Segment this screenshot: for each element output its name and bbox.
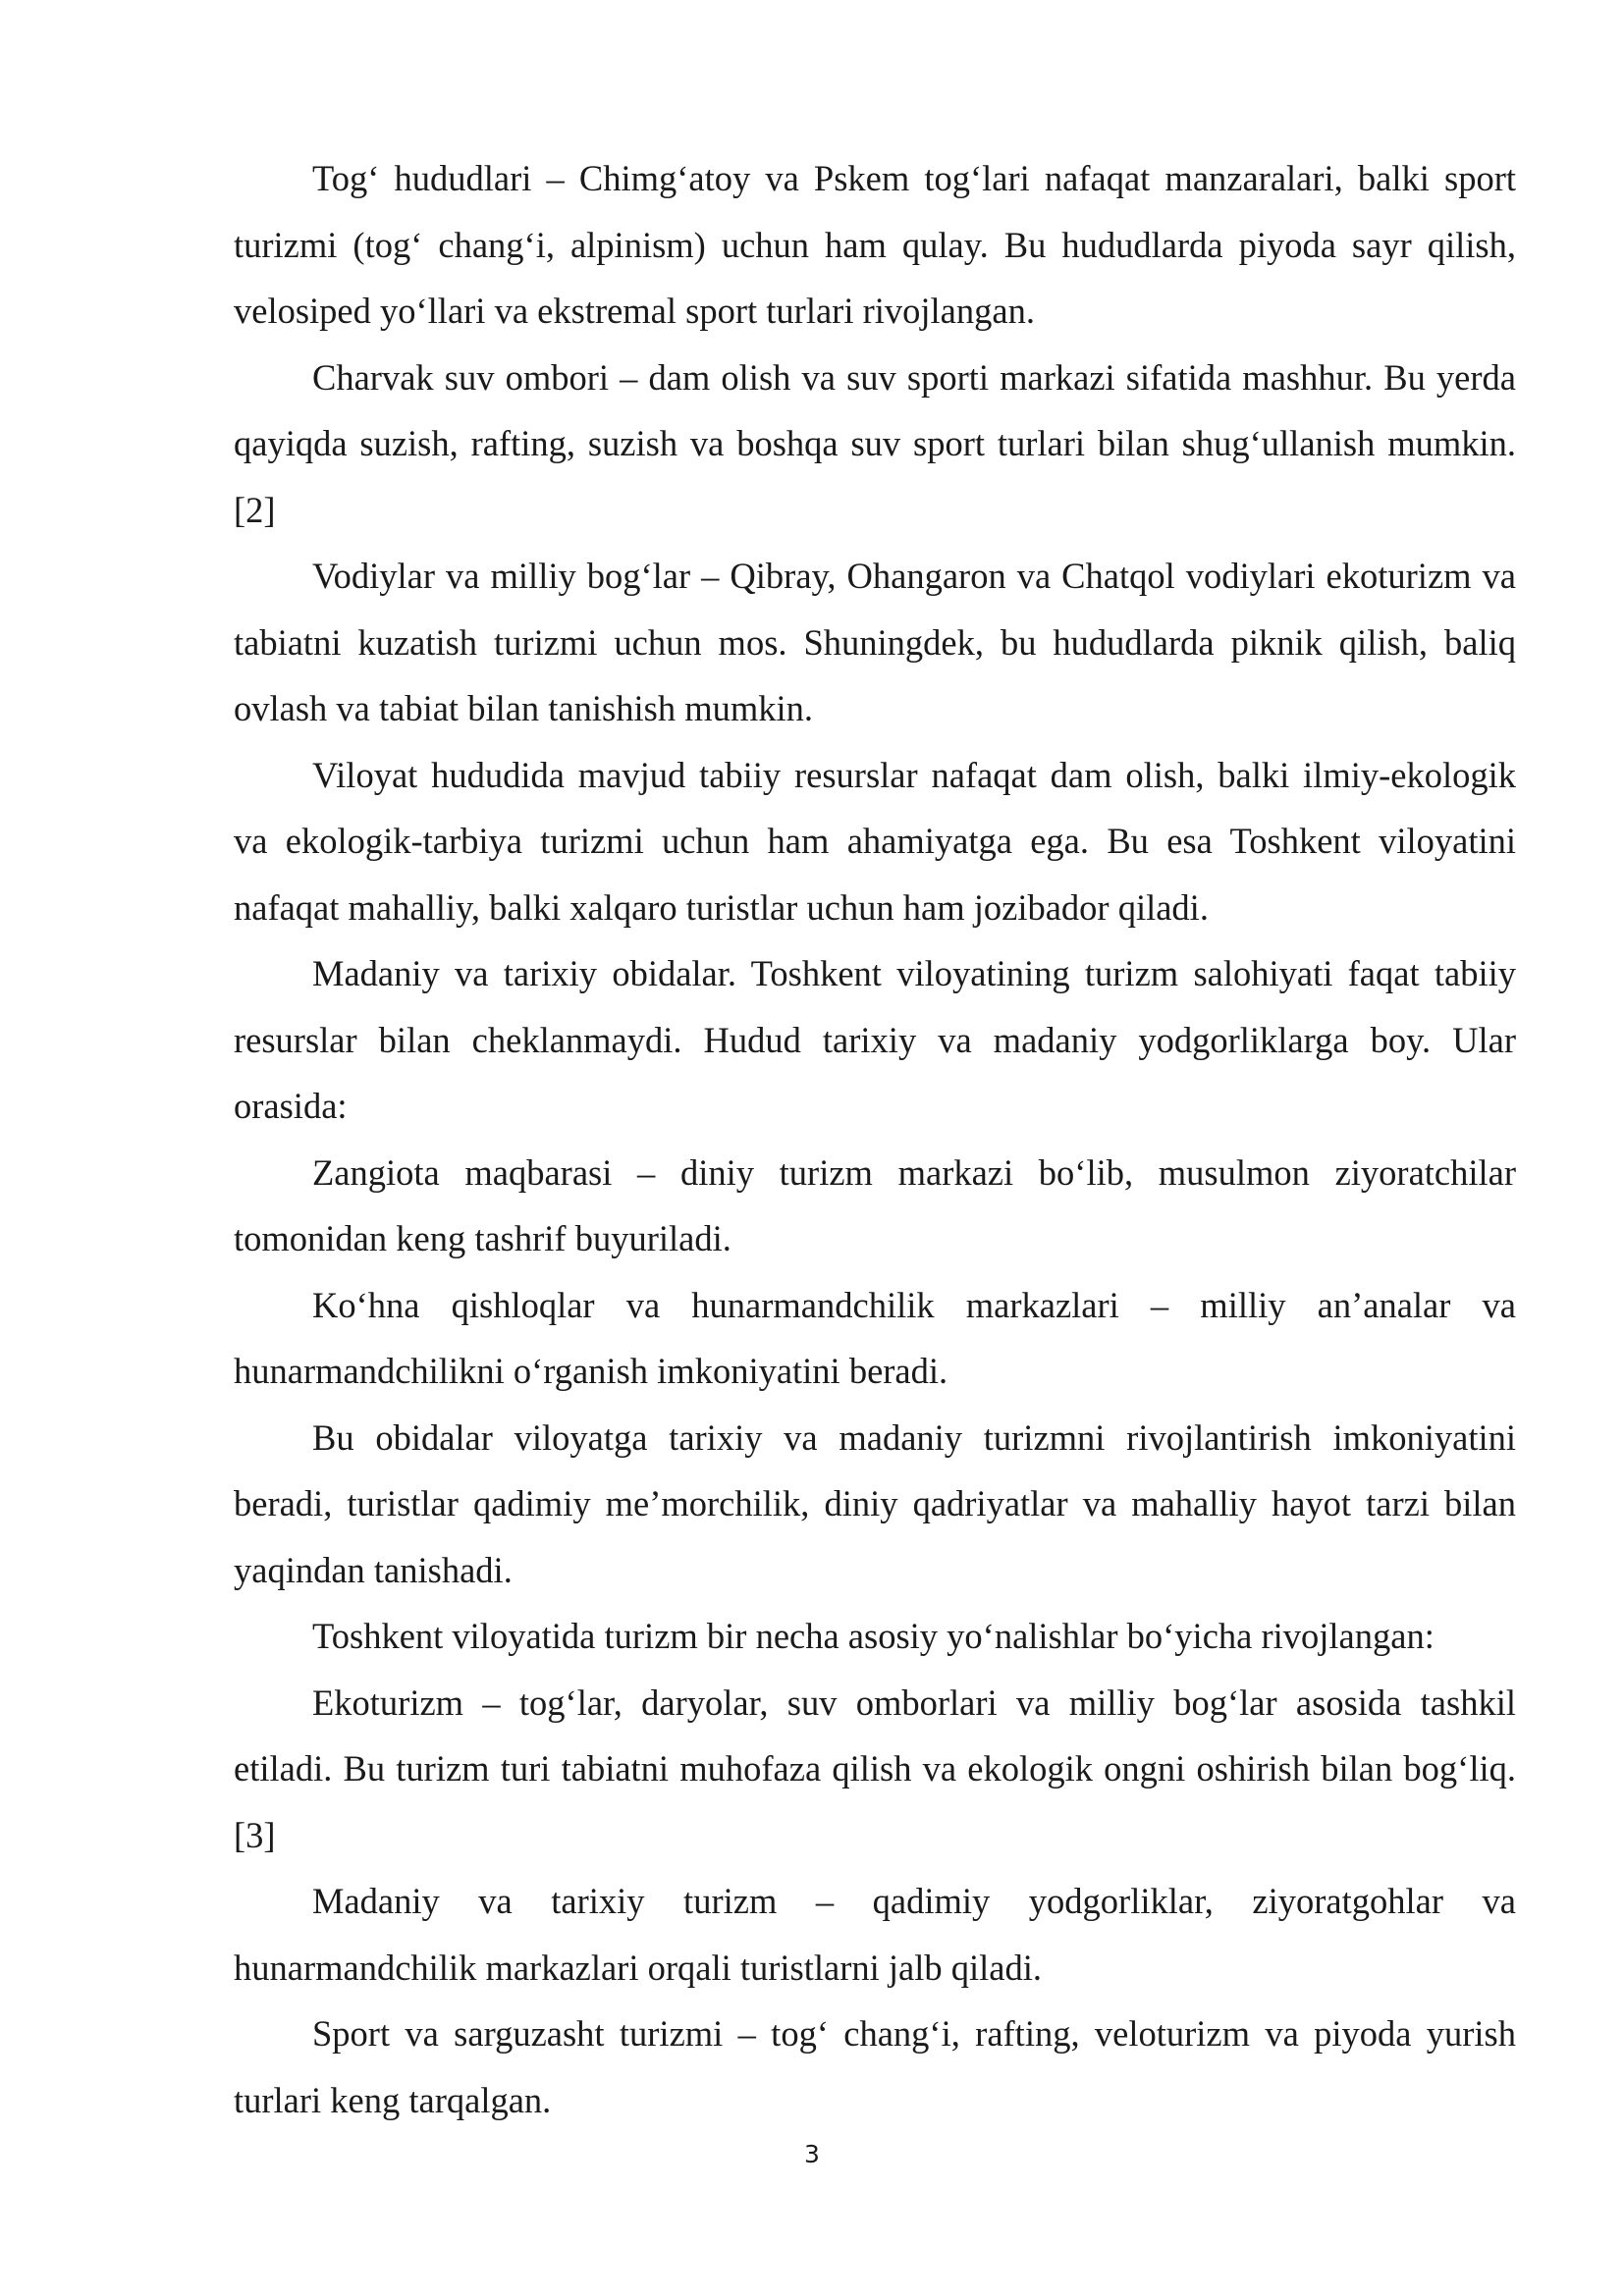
paragraph-zangiota-mausoleum: Zangiota maqbarasi – diniy turizm markazi bo‘lib, musulmon ziyoratchilar tomonidan keng tashrif buyuriladi. xyxy=(234,1151,1516,1258)
page-number: 3 xyxy=(804,2140,820,2168)
paragraph-sport-adventure-tourism: Sport va sarguzasht turizmi – tog‘ chang‘i, rafting, veloturizm va piyoda yurish turlari keng tarqalgan. xyxy=(234,2013,1516,2120)
paragraph-charvak-reservoir: Charvak suv ombori – dam olish va suv sporti markazi sifatida mashhur. Bu yerda qayiqda suzish, rafting, suzish va boshqa suv sport turlari bilan shug‘ullanish mumkin. [2] xyxy=(234,356,1516,530)
document-body xyxy=(234,145,1516,2133)
paragraph-mountain-areas: Tog‘ hududlari – Chimg‘atoy va Pskem tog‘lari nafaqat manzaralari, balki sport turizmi (tog‘ chang‘i, alpinism) uchun ham qulay. Bu hududlarda piyoda sayr qilish, velosiped yo‘llari va ekstremal sport turlari rivojlangan. xyxy=(234,158,1516,331)
paragraph-old-villages-crafts: Ko‘hna qishloqlar va hunarmandchilik markazlari – milliy an’analar va hunarmandchilikni o‘rganish imkoniyatini beradi. xyxy=(234,1284,1516,1391)
paragraph-cultural-historical-sites: Madaniy va tarixiy obidalar. Toshkent viloyatining turizm salohiyati faqat tabiiy resurslar bilan cheklanmaydi. Hudud tarixiy va madaniy yodgorliklarga boy. Ular orasida: xyxy=(234,953,1516,1126)
paragraph-valleys-national-parks: Vodiylar va milliy bog‘lar – Qibray, Ohangaron va Chatqol vodiylari ekoturizm va tabiatni kuzatish turizmi uchun mos. Shuningdek, bu hududlarda piknik qilish, baliq ovlash va tabiat bilan tanishish mumkin. xyxy=(234,556,1516,728)
paragraph-tourism-directions: Toshkent viloyatida turizm bir necha asosiy yo‘nalishlar bo‘yicha rivojlangan: xyxy=(312,1616,1435,1656)
paragraph-monuments-development: Bu obidalar viloyatga tarixiy va madaniy turizmni rivojlantirish imkoniyatini beradi, turistlar qadimiy me’morchilik, diniy qadriyatlar va mahalliy hayot tarzi bilan yaqindan tanishadi. xyxy=(234,1416,1516,1590)
paragraph-natural-resources: Viloyat hududida mavjud tabiiy resurslar nafaqat dam olish, balki ilmiy-ekologik va ekologik-tarbiya turizmi uchun ham ahamiyatga ega. Bu esa Toshkent viloyatini nafaqat mahalliy, balki xalqaro turistlar uchun ham jozibador qiladi. xyxy=(234,754,1516,928)
paragraph-ecotourism: Ekoturizm – tog‘lar, daryolar, suv omborlari va milliy bog‘lar asosida tashkil etiladi. Bu turizm turi tabiatni muhofaza qilish va ekologik ongni oshirish bilan bog‘liq. [3] xyxy=(234,1682,1516,1855)
paragraph-cultural-tourism: Madaniy va tarixiy turizm – qadimiy yodgorliklar, ziyoratgohlar va hunarmandchilik markazlari orqali turistlarni jalb qiladi. xyxy=(234,1881,1516,1988)
